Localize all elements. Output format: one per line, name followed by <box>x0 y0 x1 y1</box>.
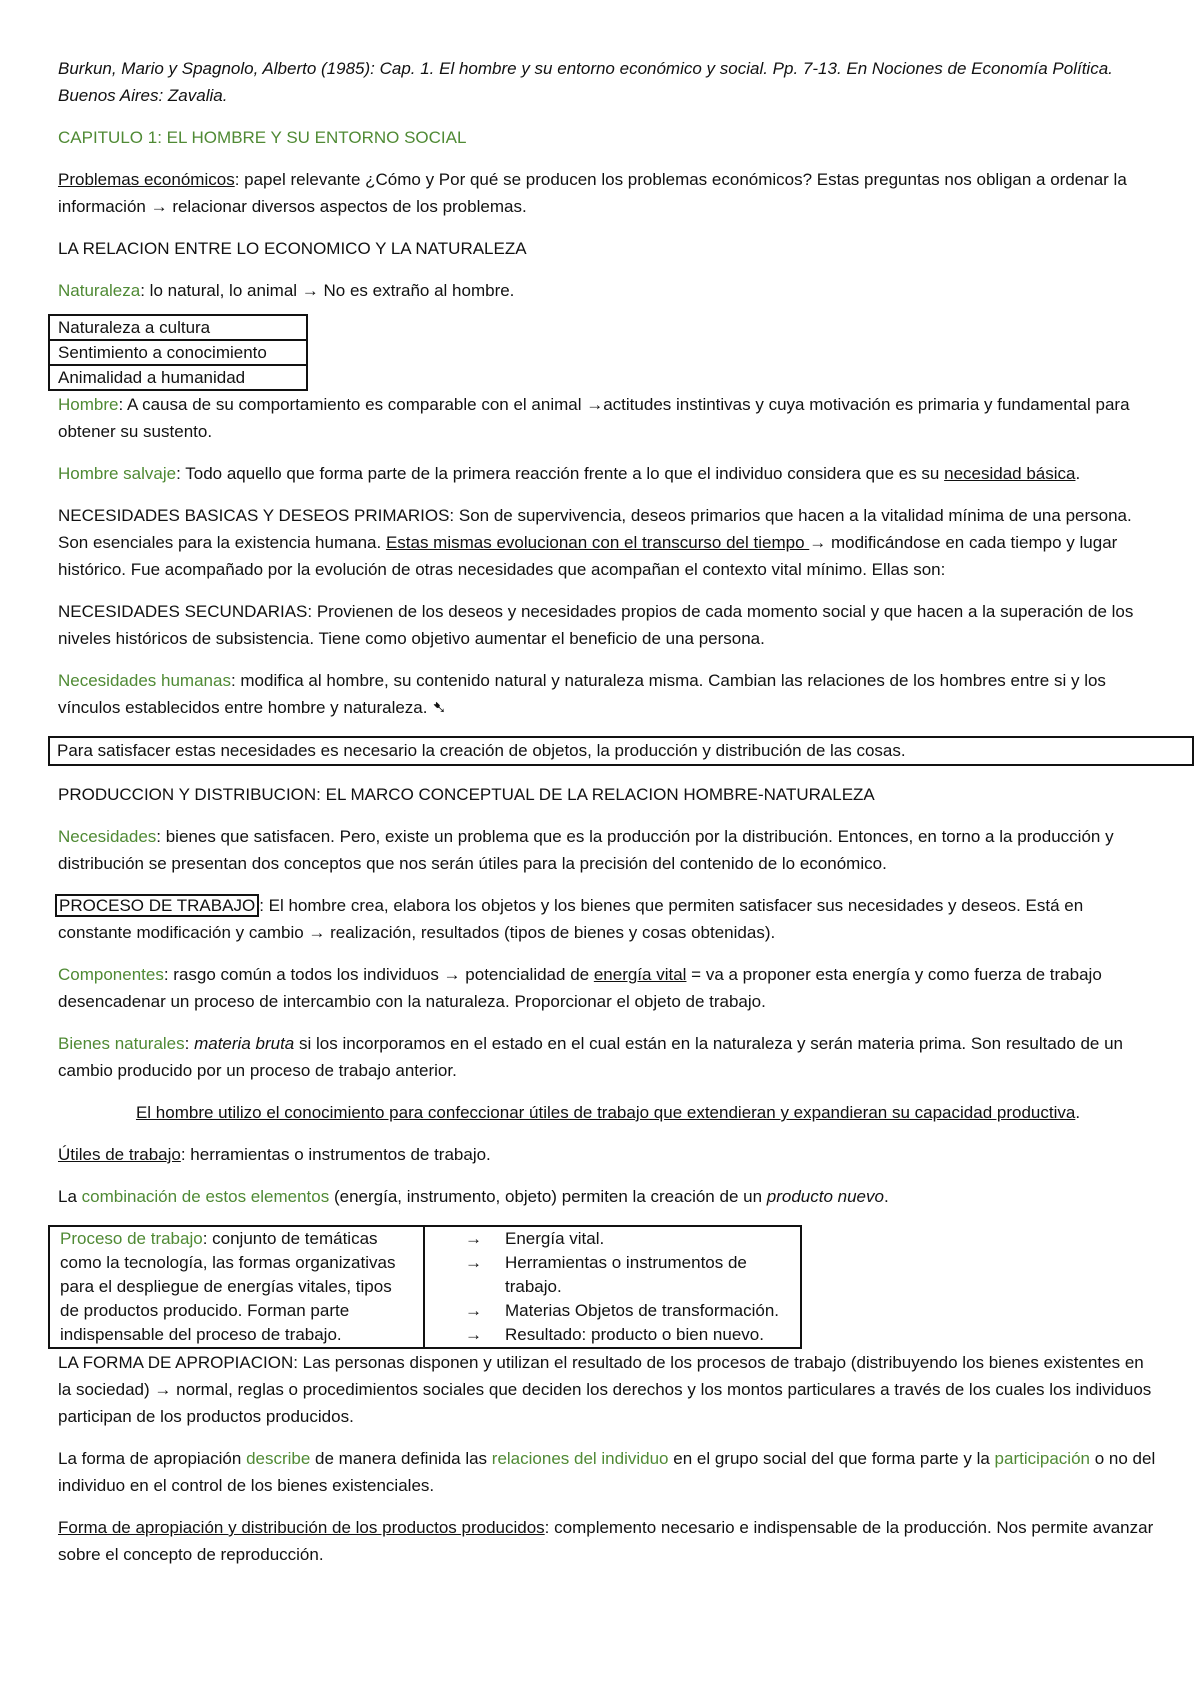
forma-distribucion-term: Forma de apropiación y distribución de los productos producidos <box>58 1518 545 1537</box>
producto-nuevo-italic: producto nuevo <box>766 1187 884 1206</box>
proceso-trabajo-term: PROCESO DE TRABAJO <box>55 894 259 917</box>
heading-relacion: LA RELACION ENTRE LO ECONOMICO Y LA NATURALEZA <box>58 239 527 258</box>
list-item <box>435 1323 790 1347</box>
arrow-icon: → <box>465 1253 482 1272</box>
necesidades-basicas-end: → modificándose en cada tiempo y lugar histórico. Fue acompañado por la evolución de otras necesidades que acompañan el contexto vital mínimo. Ellas son: <box>58 533 1118 579</box>
hombre-term: Hombre <box>58 395 119 414</box>
naturaleza-paragraph <box>58 277 1158 304</box>
bienes-naturales-text: si los incorporamos en el estado en el cual están en la naturaleza y serán materia prima. Son resultado de un cambio producido por un proceso de trabajo anterior. <box>58 1034 1124 1080</box>
arrow-icon: → <box>465 1301 482 1320</box>
necesidades-basicas-underlined: Estas mismas evolucionan con el transcurso del tiempo <box>385 533 810 552</box>
list-item <box>435 1299 790 1323</box>
componentes-paragraph <box>58 961 1158 1015</box>
forma-distribucion-paragraph <box>58 1514 1158 1568</box>
necesidades-humanas-paragraph <box>58 667 1158 721</box>
list-item-text: Energía vital. <box>505 1229 605 1248</box>
list-item-text: Materias Objetos de transformación. <box>505 1301 780 1320</box>
naturaleza-box-item: Animalidad a humanidad <box>49 365 307 390</box>
bienes-naturales-term: Bienes naturales <box>58 1034 185 1053</box>
combinacion-green: combinación de estos elementos <box>81 1187 330 1206</box>
necesidades-secundarias-paragraph: NECESIDADES SECUNDARIAS: Provienen de los deseos y necesidades propios de cada momento social y que hacen a la superación de los niveles históricos de subsistencia. Tiene como objetivo aumentar el beneficio de una persona. <box>58 602 1134 648</box>
necesidad-basica-underlined: necesidad básica <box>944 464 1076 483</box>
proceso-trabajo-text: : El hombre crea, elabora los objetos y los bienes que permiten satisfacer sus necesidades y deseos. Está en constante modificación y cambio → realización, resultados (tipos de bienes y cosas obtenidas). <box>58 896 1084 942</box>
necesidades-text: : bienes que satisfacen. Pero, existe un problema que es la producción por la distribución. Entonces, en torno a la producción y distribución se presentan dos conceptos que nos serán útiles para la precisión del contenido de lo económico. <box>58 827 1114 873</box>
utiles-paragraph <box>58 1141 1158 1168</box>
centered-statement-text: El hombre utilizo el conocimiento para confeccionar útiles de trabajo que extendieran y expandieran su capacidad productiva <box>135 1103 1076 1122</box>
necesidades-basicas-paragraph <box>58 502 1158 583</box>
list-item <box>435 1251 790 1299</box>
componentes-text: : rasgo común a todos los individuos → potencialidad de <box>163 965 594 984</box>
naturaleza-term: Naturaleza <box>58 281 141 300</box>
list-item-text: Resultado: producto o bien nuevo. <box>505 1325 764 1344</box>
describe-green: describe <box>246 1449 311 1468</box>
necesidades-paragraph <box>58 823 1158 877</box>
hombre-salvaje-term: Hombre salvaje <box>58 464 177 483</box>
combinacion-mid: (energía, instrumento, objeto) permiten la creación de un <box>329 1187 767 1206</box>
hombre-salvaje-paragraph <box>58 460 1158 487</box>
problemas-term: Problemas económicos <box>58 170 235 189</box>
period: . <box>1075 464 1081 483</box>
necesidades-humanas-text: : modifica al hombre, su contenido natural y naturaleza misma. Cambian las relaciones de los hombres entre si y los vínculos establecidos entre hombre y naturaleza. <box>58 671 1106 717</box>
problemas-text: : papel relevante ¿Cómo y Por qué se producen los problemas económicos? Estas preguntas nos obligan a ordenar la información → relacionar diversos aspectos de los problemas. <box>58 170 1127 216</box>
forma-distribucion-text: : complemento necesario e indispensable de la producción. Nos permite avanzar sobre el concepto de reproducción. <box>58 1518 1154 1564</box>
chapter-title: CAPITULO 1: EL HOMBRE Y SU ENTORNO SOCIAL <box>58 128 467 147</box>
hombre-paragraph <box>58 391 1158 445</box>
relaciones-green: relaciones del individuo <box>491 1449 669 1468</box>
period: . <box>1075 1103 1081 1122</box>
arrow-icon: → <box>465 1229 482 1248</box>
utiles-term: Útiles de trabajo <box>58 1145 181 1164</box>
satisfacer-box: Para satisfacer estas necesidades es necesario la creación de objetos, la producción y distribución de las cosas. <box>48 736 1194 766</box>
utiles-text: : herramientas o instrumentos de trabajo. <box>180 1145 491 1164</box>
combinacion-start: La <box>58 1187 82 1206</box>
forma-describe-mid: en el grupo social del que forma parte y la <box>668 1449 995 1468</box>
materia-bruta-italic: materia bruta <box>194 1034 295 1053</box>
forma-describe-mid: de manera definida las <box>310 1449 492 1468</box>
energia-vital-underlined: energía vital <box>593 965 687 984</box>
document-page <box>58 55 1158 1583</box>
list-item-text: Herramientas o instrumentos de trabajo. <box>505 1253 747 1296</box>
participacion-green: participación <box>994 1449 1090 1468</box>
hombre-text: : A causa de su comportamiento es comparable con el animal →actitudes instintivas y cuya motivación es primaria y fundamental para obtener su sustento. <box>58 395 1130 441</box>
forma-describe-paragraph <box>58 1445 1158 1499</box>
proceso-trabajo-paragraph <box>58 892 1158 946</box>
naturaleza-text: : lo natural, lo animal → No es extraño al hombre. <box>140 281 515 300</box>
problemas-paragraph <box>58 166 1158 220</box>
heading-produccion: PRODUCCION Y DISTRIBUCION: EL MARCO CONCEPTUAL DE LA RELACION HOMBRE-NATURALEZA <box>58 785 875 804</box>
arrow-list <box>435 1227 790 1347</box>
proceso-table-right <box>424 1226 801 1348</box>
necesidades-humanas-term: Necesidades humanas <box>58 671 231 690</box>
componentes-end: = va a proponer esta energía y como fuerza de trabajo desencadenar un proceso de intercambio con la naturaleza. Proporcionar el objeto de trabajo. <box>58 965 1102 1011</box>
proceso-table-text: : conjunto de temáticas como la tecnología, las formas organizativas para el despliegue de energías vitales, tipos de productos producido. Forman parte indispensable del proceso de trabajo. <box>60 1229 396 1344</box>
naturaleza-box-item: Sentimiento a conocimiento <box>49 340 307 365</box>
centered-statement <box>58 1099 1158 1126</box>
curved-arrow-icon: ➷ <box>432 698 447 717</box>
necesidades-basicas-lead: NECESIDADES BASICAS Y DESEOS PRIMARIOS: Son de supervivencia, deseos primarios que hacen a la vitalidad mínima de una persona. Son esenciales para la existencia humana. <box>58 506 1132 552</box>
citation: Burkun, Mario y Spagnolo, Alberto (1985): Cap. 1. El hombre y su entorno económico y social. Pp. 7-13. En Nociones de Economía Política. Buenos Aires: Zavalia. <box>58 59 1113 105</box>
forma-apropiacion-paragraph: LA FORMA DE APROPIACION: Las personas disponen y utilizan el resultado de los procesos de trabajo (distribuyendo los bienes existentes en la sociedad) → normal, reglas o procedimientos sociales que deciden los derechos y los montos particulares a través de los cuales los individuos participan de los productos producidos. <box>58 1353 1152 1426</box>
necesidades-term: Necesidades <box>58 827 157 846</box>
proceso-table-term: Proceso de trabajo <box>60 1229 203 1248</box>
hombre-salvaje-text: : Todo aquello que forma parte de la primera reacción frente a lo que el individuo considera que es su <box>176 464 945 483</box>
arrow-icon: → <box>465 1325 482 1344</box>
colon: : <box>184 1034 195 1053</box>
naturaleza-box-item: Naturaleza a cultura <box>49 315 307 340</box>
list-item <box>435 1227 790 1251</box>
bienes-naturales-paragraph <box>58 1030 1158 1084</box>
period: . <box>883 1187 889 1206</box>
combinacion-paragraph <box>58 1183 1158 1210</box>
forma-describe-start: La forma de apropiación <box>58 1449 247 1468</box>
naturaleza-box <box>48 314 308 391</box>
componentes-term: Componentes <box>58 965 164 984</box>
proceso-table-left <box>49 1226 424 1348</box>
forma-describe-end: o no del individuo en el control de los bienes existenciales. <box>58 1449 1156 1495</box>
proceso-table <box>48 1225 802 1349</box>
